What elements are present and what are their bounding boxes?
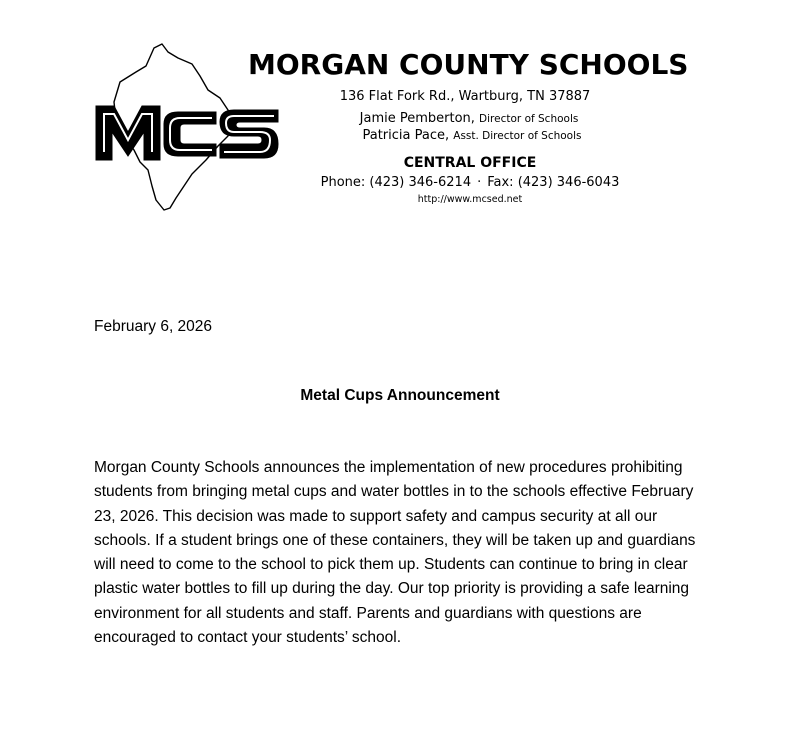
website-link[interactable]: http://www.mcsed.net: [417, 194, 523, 205]
org-name: MORGAN COUNTY SCHOOLS: [248, 48, 689, 81]
asst-director-line: [352, 128, 592, 143]
separator-dot: ·: [477, 175, 482, 190]
asst-director-title: Asst. Director of Schools: [453, 130, 582, 142]
letter-title: Metal Cups Announcement: [300, 387, 500, 404]
office-label: CENTRAL OFFICE: [403, 155, 537, 171]
logo-text: MCS: [88, 40, 91, 41]
letter-body: Morgan County Schools announces the implementation of new procedures prohibiting students from bringing metal cups and water bottles in to the schools effective February 23, 2026. This decision was made to support safety and campus security at all our schools. If a student brings one of these containers, they will be taken up and guardians will need to come to the school to pick them up. Students can continue to bring in clear plastic water bottles to fill up during the day. Our top priority is providing a safe learning environment for all students and staff. Parents and guardians with questions are encouraged to contact your students’ school.: [94, 459, 696, 647]
letter-date: February 6, 2026: [94, 318, 213, 335]
fax-number: Fax: (423) 346-6043: [487, 175, 620, 190]
contact-line: [312, 175, 628, 190]
director-title: Director of Schools: [479, 113, 579, 125]
director-name: Jamie Pemberton,: [359, 111, 475, 126]
mcs-letters: [96, 106, 278, 160]
asst-director-name: Patricia Pace,: [362, 128, 450, 143]
phone-number: Phone: (423) 346-6214: [320, 175, 472, 190]
director-line: [344, 111, 594, 126]
office-address: 136 Flat Fork Rd., Wartburg, TN 37887: [339, 89, 591, 104]
